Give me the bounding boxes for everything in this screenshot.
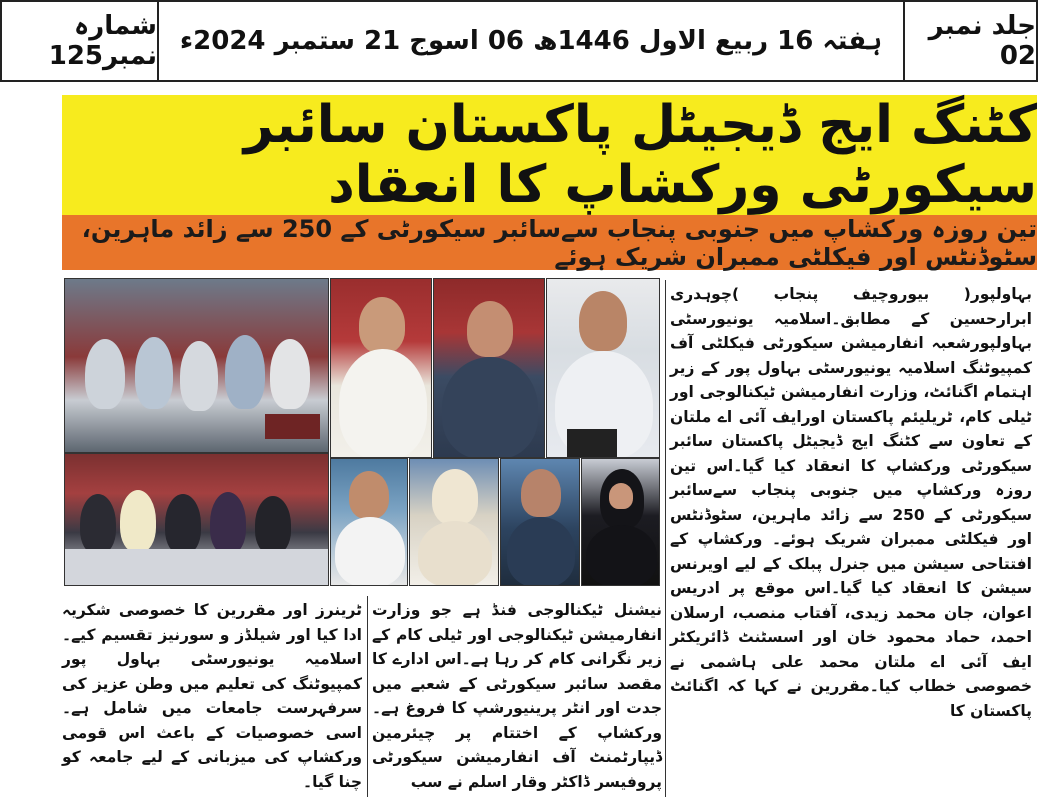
subheadline-banner — [62, 215, 1037, 270]
photo-speaker-2 — [433, 278, 545, 458]
issue-date: ہفتہ 16 ربیع الاول 1446ھ 06 اسوج 21 ستمبر 2024ء — [179, 26, 883, 56]
article-column-right — [670, 282, 1032, 797]
photo-audience-hall — [64, 278, 329, 453]
photo-presenter-4 — [581, 458, 660, 586]
volume-number: جلد نمبر 02 — [928, 11, 1036, 71]
article-column-left — [62, 598, 362, 798]
article-text-left: ٹرینرز اور مقررین کا خصوصی شکریہ ادا کیا اور شیلڈز و سورنیز تقسیم کیے۔ اسلامیہ یونیورسٹی بہاول پور کمپیوٹنگ کی تعلیم میں وطن عزیز کی سرفہرست جامعات میں شامل ہے۔ اسی خصوصیات کے باعث اس قومی ورکشاپ کی میزبانی کے لیے جامعہ کو چنا گیا۔ — [62, 601, 362, 791]
photo-speaker-3 — [546, 278, 660, 458]
photo-audience-women — [64, 453, 329, 586]
subheadline: تین روزہ ورکشاپ میں جنوبی پنجاب سےسائبر سیکورٹی کے 250 سے زائد ماہرین، سٹوڈنٹس اور فیکلٹی ممبران شریک ہوئے — [81, 214, 1037, 271]
photo-presenter-2 — [409, 458, 499, 586]
column-rule-right — [665, 280, 666, 797]
article-column-middle — [372, 598, 662, 798]
photo-presenter-3 — [500, 458, 580, 586]
column-rule-left — [367, 596, 368, 797]
headline: کٹنگ ایج ڈیجیٹل پاکستان سائبر سیکورٹی ورکشاپ کا انعقاد — [243, 95, 1037, 215]
article-text-middle: نیشنل ٹیکنالوجی فنڈ ہے جو وزارت انفارمیشن ٹیکنالوجی اور ٹیلی کام کے زیر نگرانی کام کر رہا ہے۔اس ادارے کا مقصد سائبر سیکورٹی کے شعبے میں جدت اور انٹر پرینیورشپ کا فروغ ہے۔ ورکشاپ کے اختتام پر چیئرمین ڈیپارٹمنٹ آف انفارمیشن سیکورٹی پروفیسر ڈاکٹر وقار اسلم نے سب — [372, 601, 662, 791]
issue-number: شمارہ نمبر125 — [48, 11, 157, 71]
headline-banner — [62, 95, 1037, 215]
article-text-right: بہاولپور( بیوروچیف پنجاب )چوہدری ابرارحسین کے مطابق۔اسلامیہ یونیورسٹی بہاولپورشعبہ انفارمیشن سیکورٹی فیکلٹی آف کمپیوٹنگ اسلامیہ یونیورسٹی بہاول پور کے زیر اہتمام اگنائٹ، وزارت انفارمیشن ٹیکنالوجی اور ٹیلی کام، ٹریلیئم پاکستان اورایف آئی اے ملتان کے تعاون سے کٹنگ ایج ڈیجیٹل پاکستان سائبر سیکورٹی ورکشاپ کا انعقاد کیا گیا۔اس تین روزہ ورکشاپ میں جنوبی پنجاب سےسائبر سیکورٹی کے 250 سے زائد ماہرین، سٹوڈنٹس اور فیکلٹی ممبران شریک ہوئے۔ ورکشاپ کے افتتاحی سیشن میں جنرل پبلک کے لیے اویرنس سیشن کا انعقاد کیا گیا۔اس موقع پر ادریس اعوان، جان محمد زیدی، آفتاب منصب، ارسلان احمد، حماد محمود خان اور اسسٹنٹ ڈائریکٹر ایف آئی اے ملتان محمد علی ہاشمی نے خصوصی خطاب کیا۔مقررین نے کہا کہ اگنائٹ پاکستان کا — [670, 285, 1033, 720]
photo-presenter-1 — [330, 458, 408, 586]
masthead — [0, 0, 1038, 82]
photo-speaker-1 — [330, 278, 432, 458]
